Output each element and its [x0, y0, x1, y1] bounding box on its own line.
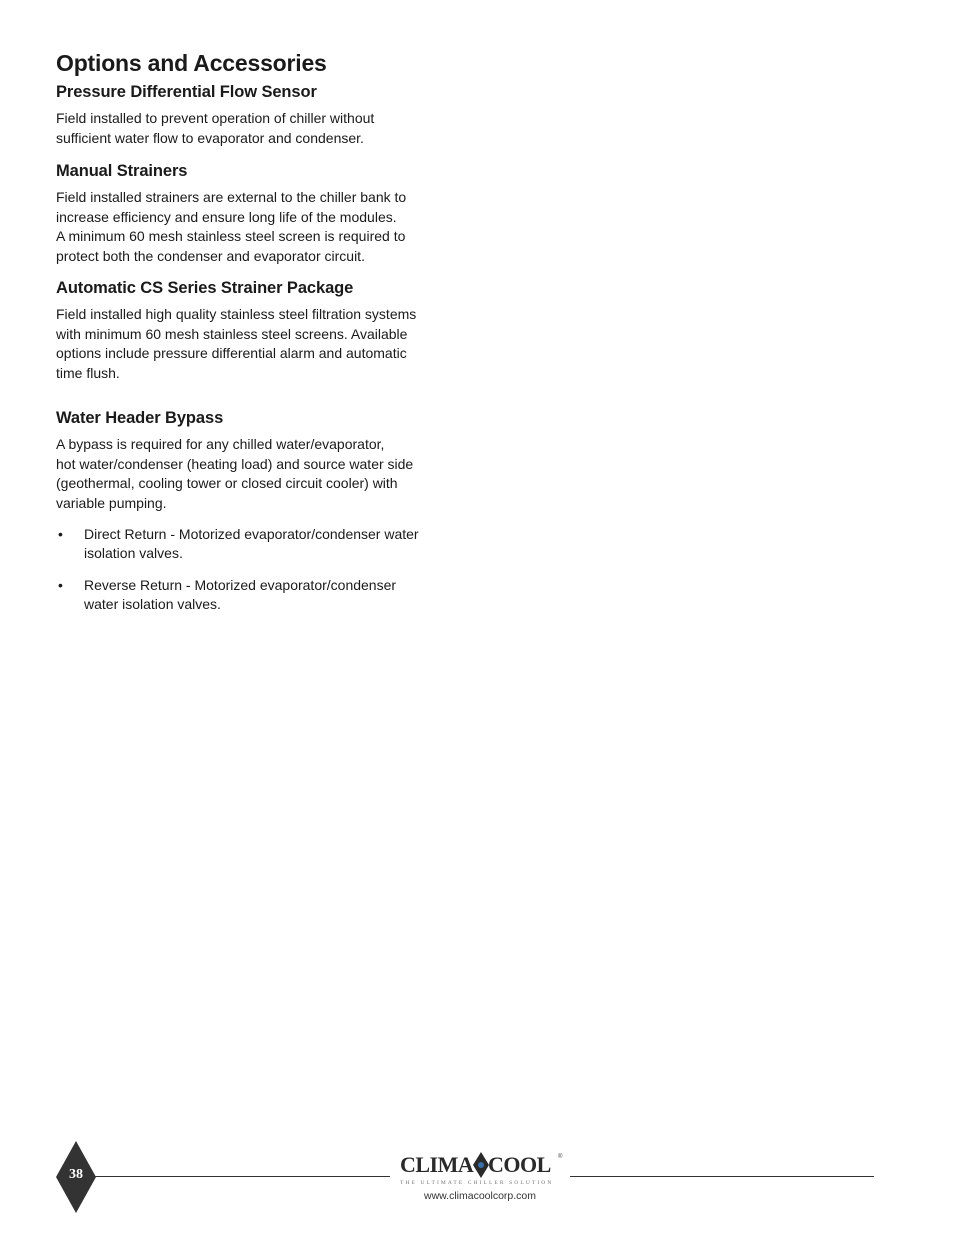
section-body: A bypass is required for any chilled water/evaporator, hot water/condenser (heating load) and source water side (geothermal, cooling tower or closed circuit cooler) with variable pumping. — [56, 436, 414, 511]
section-body: Field installed to prevent operation of chiller without sufficient water flow to evaporator and condenser. — [56, 110, 375, 146]
climacool-logo — [398, 1152, 566, 1188]
section-heading: Pressure Differential Flow Sensor — [56, 83, 317, 101]
section-heading: Manual Strainers — [56, 162, 188, 180]
logo-tagline: THE ULTIMATE CHILLER SOLUTION — [400, 1180, 554, 1186]
document-content — [56, 50, 456, 627]
section-heading: Water Header Bypass — [56, 409, 224, 427]
logo-diamond-icon — [473, 1152, 489, 1178]
footer-website-link[interactable]: www.climacoolcorp.com — [423, 1190, 537, 1202]
list-item — [56, 576, 456, 613]
footer-divider-right — [570, 1176, 874, 1177]
page-title: Options and Accessories — [56, 50, 327, 76]
bullet-list — [56, 525, 456, 613]
page-number: 38 — [69, 1167, 83, 1182]
section-manual-strainers — [56, 162, 456, 266]
section-body: Field installed high quality stainless steel filtration systems with minimum 60 mesh stainless steel screens. Available options include pressure differential alarm and automatic time flush. — [56, 306, 417, 381]
logo-registered-mark: ® — [558, 1154, 563, 1160]
section-body: Field installed strainers are external to the chiller bank to increase efficiency and ensure long life of the modules. A minimum 60 mesh stainless steel screen is required to protect both the condenser and evaporator circuit. — [56, 189, 407, 264]
list-item-text: Reverse Return - Motorized evaporator/condenser water isolation valves. — [84, 577, 397, 612]
section-automatic-cs-strainer-package — [56, 279, 456, 383]
list-item — [56, 525, 456, 562]
footer-divider-left — [90, 1176, 390, 1177]
section-water-header-bypass — [56, 409, 456, 613]
bullet-icon: • — [58, 526, 63, 542]
list-item-text: Direct Return - Motorized evaporator/condenser water isolation valves. — [84, 526, 419, 561]
bullet-icon: • — [58, 577, 63, 593]
logo-text-left: CLIMA — [400, 1152, 474, 1177]
section-heading: Automatic CS Series Strainer Package — [56, 279, 354, 297]
logo-text-right: COOL — [488, 1152, 551, 1177]
section-pressure-differential-flow-sensor — [56, 83, 456, 148]
